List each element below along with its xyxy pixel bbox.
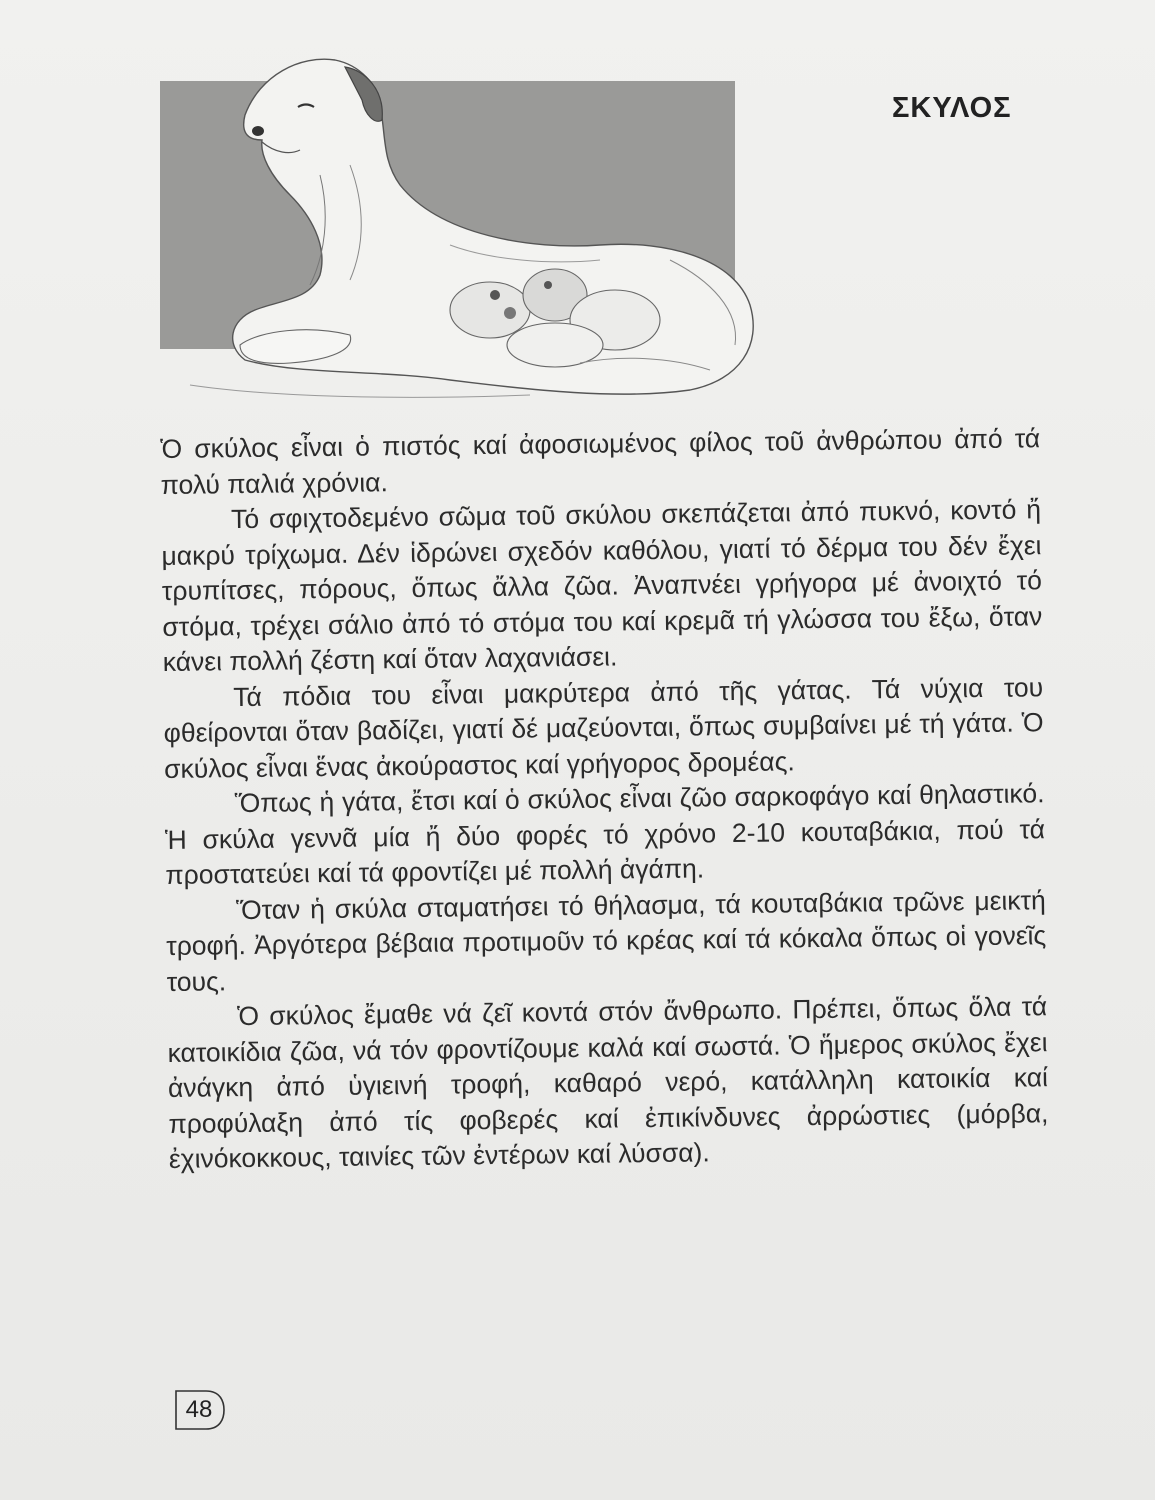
- paragraph: Τά πόδια του εἶναι μακρύτερα ἀπό τῆς γάτας. Τά νύχια του φθείρονται ὅταν βαδίζει, γιατί δέ μαζεύονται, ὅπως συμβαίνει μέ τή γάτα. Ὁ σκύλος εἶναι ἕνας ἀκούραστος καί γρήγορος δρομέας.: [163, 671, 1044, 784]
- paragraph: Ὁ σκύλος εἶναι ὁ πιστός καί ἀφοσιωμένος φίλος τοῦ ἀνθρώπου ἀπό τά πολύ παλιά χρόνια.: [160, 423, 1041, 500]
- paragraph: Τό σφιχτοδεμένο σῶμα τοῦ σκύλου σκεπάζεται ἀπό πυκνό, κοντό ἤ μακρύ τρίχωμα. Δέν ἱδρώνει σχεδόν καθόλου, γιατί τό δέρμα του δέν ἔχει τρυπίτσες, πόρους, ὅπως ἄλλα ζῶα. Ἀναπνέει γρήγορα μέ ἀνοιχτό τό στόμα, τρέχει σάλιο ἀπό τό στόμα του καί κρεμᾶ τή γλώσσα του ἔξω, ὅταν κάνει πολλή ζέστη καί ὅταν λαχανιάσει.: [161, 494, 1043, 677]
- dog-nose: [252, 126, 264, 136]
- puppy: [507, 323, 603, 367]
- page-number-text: 48: [185, 1396, 213, 1423]
- page-title: ΣΚΥΛΟΣ: [892, 92, 1012, 124]
- paragraph: Ὅπως ἡ γάτα, ἔτσι καί ὁ σκύλος εἶναι ζῶο σαρκοφάγο καί θηλαστικό. Ἡ σκύλα γεννᾶ μία ἤ δύο φορές τό χρόνο 2-10 κουταβάκια, πού τά προστατεύει καί τά φροντίζει μέ πολλή ἀγάπη.: [164, 778, 1046, 890]
- paragraph: Ὅταν ἡ σκύλα σταματήσει τό θήλασμα, τά κουταβάκια τρῶνε μεικτή τροφή. Ἀργότερα βέβαια προτιμοῦν τό κρέας καί τά κόκαλα ὅπως οἱ γονεῖς τους.: [166, 884, 1047, 997]
- dog-with-puppies-illustration: [150, 45, 770, 410]
- article-body: [160, 421, 1049, 1177]
- paragraph: Ὁ σκύλος ἔμαθε νά ζεῖ κοντά στόν ἄνθρωπο. Πρέπει, ὅπως ὅλα τά κατοικίδια ζῶα, νά τόν φροντίζουμε καλά καί σωστά. Ὁ ἥμερος σκύλος ἔχει ἀνάγκη ἀπό ὑγιεινή τροφή, καθαρό νερό, κατάλληλη κατοικία καί προφύλαξη ἀπό τίς φοβερές καί ἐπικίνδυνες ἀρρώστιες (μόρβα, ἐχινόκοκκους, ταινίες τῶν ἐντέρων καί λύσσα).: [167, 991, 1049, 1174]
- page-number: [172, 1387, 226, 1433]
- puppy: [450, 282, 530, 338]
